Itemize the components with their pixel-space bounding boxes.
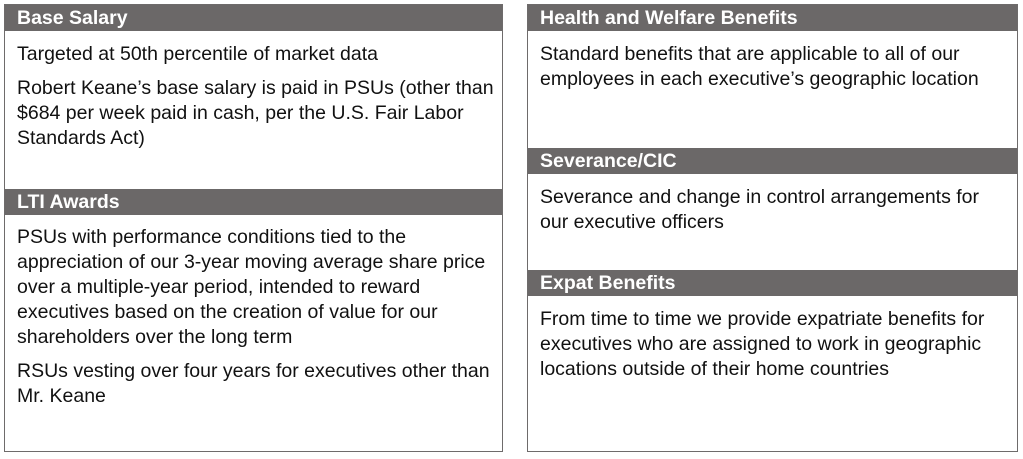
lti-awards-header: LTI Awards: [5, 189, 502, 215]
left-panel: [4, 4, 503, 452]
expat-benefits-header: Expat Benefits: [528, 270, 1017, 296]
base-salary-header: Base Salary: [5, 5, 502, 31]
expat-benefits-paragraph-1: From time to time we provide expatriate benefits for executives who are assigned to work in geographic locations outside of their home countries: [540, 308, 985, 380]
expat-benefits-body: [540, 307, 1009, 391]
lti-awards-body: [17, 225, 494, 418]
right-panel: [527, 4, 1018, 452]
health-welfare-header: Health and Welfare Benefits: [528, 5, 1017, 31]
base-salary-body: [17, 42, 494, 160]
severance-cic-header: Severance/CIC: [528, 148, 1017, 174]
base-salary-paragraph-2: Robert Keane’s base salary is paid in PSUs (other than $684 per week paid in cash, per the U.S. Fair Labor Standards Act): [17, 77, 494, 149]
lti-awards-paragraph-1: PSUs with performance conditions tied to the appreciation of our 3-year moving average share price over a multiple-year period, intended to reward executives based on the creation of value for our shareholders over the long term: [17, 226, 486, 348]
health-welfare-body: [540, 42, 1009, 101]
health-welfare-paragraph-1: Standard benefits that are applicable to all of our employees in each executive’s geographic location: [540, 43, 979, 90]
severance-cic-paragraph-1: Severance and change in control arrangements for our executive officers: [540, 186, 980, 233]
severance-cic-body: [540, 185, 1009, 244]
base-salary-paragraph-1: Targeted at 50th percentile of market data: [17, 43, 378, 65]
lti-awards-paragraph-2: RSUs vesting over four years for executives other than Mr. Keane: [17, 360, 490, 407]
